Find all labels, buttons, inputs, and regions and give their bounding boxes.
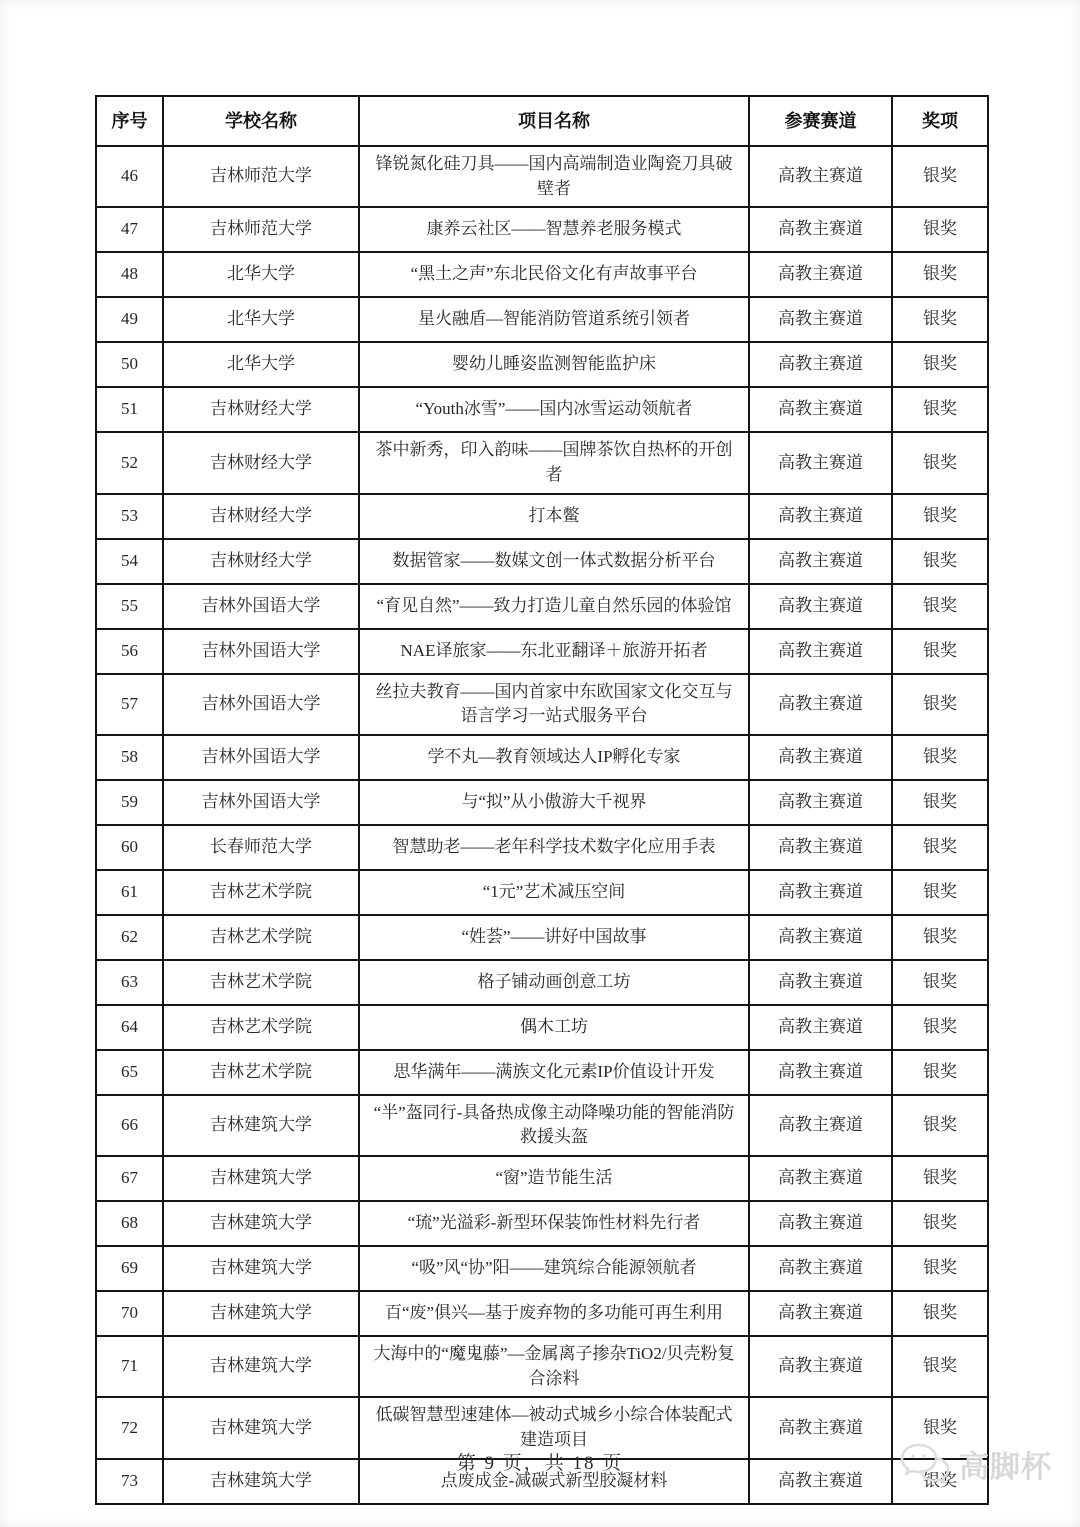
table-row xyxy=(96,1336,988,1397)
table-row xyxy=(96,629,988,674)
row-number: 47 xyxy=(96,207,163,252)
school-name: 吉林建筑大学 xyxy=(163,1095,359,1156)
table-row xyxy=(96,1291,988,1336)
competition-track: 高教主赛道 xyxy=(749,629,892,674)
table-row xyxy=(96,1005,988,1050)
award-badge: 银奖 xyxy=(892,629,988,674)
row-number: 54 xyxy=(96,539,163,584)
table-row xyxy=(96,387,988,432)
table-row xyxy=(96,1246,988,1291)
row-number: 46 xyxy=(96,146,163,207)
school-name: 吉林外国语大学 xyxy=(163,735,359,780)
competition-track: 高教主赛道 xyxy=(749,825,892,870)
competition-track: 高教主赛道 xyxy=(749,432,892,493)
project-name: “琉”光溢彩-新型环保装饰性材料先行者 xyxy=(359,1201,749,1246)
school-name: 吉林艺术学院 xyxy=(163,915,359,960)
table-row xyxy=(96,297,988,342)
header-school-name: 学校名称 xyxy=(163,96,359,146)
row-number: 63 xyxy=(96,960,163,1005)
project-name: 偶木工坊 xyxy=(359,1005,749,1050)
competition-track: 高教主赛道 xyxy=(749,674,892,735)
school-name: 吉林外国语大学 xyxy=(163,629,359,674)
competition-track: 高教主赛道 xyxy=(749,780,892,825)
award-table xyxy=(95,95,989,1505)
row-number: 61 xyxy=(96,870,163,915)
school-name: 吉林外国语大学 xyxy=(163,584,359,629)
award-badge: 银奖 xyxy=(892,674,988,735)
school-name: 吉林建筑大学 xyxy=(163,1246,359,1291)
table-row xyxy=(96,915,988,960)
competition-track: 高教主赛道 xyxy=(749,1336,892,1397)
award-badge: 银奖 xyxy=(892,1397,988,1458)
table-row xyxy=(96,960,988,1005)
competition-track: 高教主赛道 xyxy=(749,252,892,297)
row-number: 49 xyxy=(96,297,163,342)
school-name: 吉林建筑大学 xyxy=(163,1459,359,1504)
project-name: NAE译旅家——东北亚翻译＋旅游开拓者 xyxy=(359,629,749,674)
award-badge: 银奖 xyxy=(892,539,988,584)
school-name: 吉林师范大学 xyxy=(163,207,359,252)
competition-track: 高教主赛道 xyxy=(749,1050,892,1095)
competition-track: 高教主赛道 xyxy=(749,735,892,780)
competition-track: 高教主赛道 xyxy=(749,387,892,432)
table-row xyxy=(96,584,988,629)
award-badge: 银奖 xyxy=(892,1291,988,1336)
competition-track: 高教主赛道 xyxy=(749,539,892,584)
row-number: 65 xyxy=(96,1050,163,1095)
row-number: 72 xyxy=(96,1397,163,1458)
project-name: 思华满年——满族文化元素IP价值设计开发 xyxy=(359,1050,749,1095)
row-number: 62 xyxy=(96,915,163,960)
table-row xyxy=(96,146,988,207)
school-name: 吉林建筑大学 xyxy=(163,1336,359,1397)
school-name: 吉林外国语大学 xyxy=(163,780,359,825)
row-number: 53 xyxy=(96,494,163,539)
school-name: 吉林建筑大学 xyxy=(163,1397,359,1458)
award-badge: 银奖 xyxy=(892,870,988,915)
competition-track: 高教主赛道 xyxy=(749,1291,892,1336)
wechat-watermark-icon xyxy=(899,1442,951,1486)
table-row xyxy=(96,1201,988,1246)
award-badge: 银奖 xyxy=(892,1459,988,1504)
school-name: 吉林外国语大学 xyxy=(163,674,359,735)
row-number: 66 xyxy=(96,1095,163,1156)
project-name: 打本鳖 xyxy=(359,494,749,539)
school-name: 北华大学 xyxy=(163,252,359,297)
competition-track: 高教主赛道 xyxy=(749,960,892,1005)
row-number: 60 xyxy=(96,825,163,870)
project-name: 格子铺动画创意工坊 xyxy=(359,960,749,1005)
table-row xyxy=(96,1095,988,1156)
award-badge: 银奖 xyxy=(892,252,988,297)
competition-track: 高教主赛道 xyxy=(749,1201,892,1246)
school-name: 北华大学 xyxy=(163,342,359,387)
table-row xyxy=(96,207,988,252)
table-row xyxy=(96,494,988,539)
row-number: 50 xyxy=(96,342,163,387)
school-name: 吉林财经大学 xyxy=(163,387,359,432)
award-badge: 银奖 xyxy=(892,960,988,1005)
school-name: 吉林财经大学 xyxy=(163,432,359,493)
project-name: 智慧助老——老年科学技术数字化应用手表 xyxy=(359,825,749,870)
award-badge: 银奖 xyxy=(892,387,988,432)
project-name: 茶中新秀，印入韵味——国牌茶饮自热杯的开创者 xyxy=(359,432,749,493)
school-name: 吉林建筑大学 xyxy=(163,1291,359,1336)
school-name: 吉林艺术学院 xyxy=(163,870,359,915)
page-number-footer: 第 9 页，共 18 页 xyxy=(456,1453,624,1474)
school-name: 长春师范大学 xyxy=(163,825,359,870)
school-name: 吉林艺术学院 xyxy=(163,1005,359,1050)
competition-track: 高教主赛道 xyxy=(749,584,892,629)
project-name: 低碳智慧型速建体—被动式城乡小综合体装配式建造项目 xyxy=(359,1397,749,1458)
table-row xyxy=(96,735,988,780)
project-name: “黑土之声”东北民俗文化有声故事平台 xyxy=(359,252,749,297)
competition-track: 高教主赛道 xyxy=(749,1005,892,1050)
award-badge: 银奖 xyxy=(892,915,988,960)
competition-track: 高教主赛道 xyxy=(749,870,892,915)
row-number: 71 xyxy=(96,1336,163,1397)
school-name: 吉林艺术学院 xyxy=(163,1050,359,1095)
award-badge: 银奖 xyxy=(892,1201,988,1246)
competition-track: 高教主赛道 xyxy=(749,1156,892,1201)
school-name: 北华大学 xyxy=(163,297,359,342)
row-number: 55 xyxy=(96,584,163,629)
row-number: 69 xyxy=(96,1246,163,1291)
row-number: 73 xyxy=(96,1459,163,1504)
award-badge: 银奖 xyxy=(892,1246,988,1291)
header-award: 奖项 xyxy=(892,96,988,146)
project-name: “半”盔同行-具备热成像主动降噪功能的智能消防救援头盔 xyxy=(359,1095,749,1156)
watermark-label: 高脚杯 xyxy=(959,1451,1052,1484)
table-row xyxy=(96,780,988,825)
project-name: “Youth冰雪”——国内冰雪运动领航者 xyxy=(359,387,749,432)
row-number: 48 xyxy=(96,252,163,297)
table-row xyxy=(96,1156,988,1201)
project-name: “窗”造节能生活 xyxy=(359,1156,749,1201)
competition-track: 高教主赛道 xyxy=(749,342,892,387)
watermark xyxy=(899,1442,1052,1486)
row-number: 56 xyxy=(96,629,163,674)
school-name: 吉林建筑大学 xyxy=(163,1156,359,1201)
project-name: 大海中的“魔鬼藤”—金属离子掺杂TiO2/贝壳粉复合涂料 xyxy=(359,1336,749,1397)
row-number: 51 xyxy=(96,387,163,432)
project-name: 星火融盾—智能消防管道系统引领者 xyxy=(359,297,749,342)
table-row xyxy=(96,825,988,870)
row-number: 59 xyxy=(96,780,163,825)
competition-track: 高教主赛道 xyxy=(749,1246,892,1291)
project-name: 与“拟”从小傲游大千视界 xyxy=(359,780,749,825)
competition-track: 高教主赛道 xyxy=(749,1397,892,1458)
table-header-row xyxy=(96,96,988,146)
project-name: 百“废”俱兴—基于废弃物的多功能可再生利用 xyxy=(359,1291,749,1336)
award-badge: 银奖 xyxy=(892,1005,988,1050)
table-row xyxy=(96,870,988,915)
award-badge: 银奖 xyxy=(892,207,988,252)
school-name: 吉林财经大学 xyxy=(163,494,359,539)
competition-track: 高教主赛道 xyxy=(749,1095,892,1156)
row-number: 52 xyxy=(96,432,163,493)
school-name: 吉林建筑大学 xyxy=(163,1201,359,1246)
project-name: 婴幼儿睡姿监测智能监护床 xyxy=(359,342,749,387)
row-number: 64 xyxy=(96,1005,163,1050)
award-badge: 银奖 xyxy=(892,432,988,493)
row-number: 68 xyxy=(96,1201,163,1246)
row-number: 70 xyxy=(96,1291,163,1336)
award-badge: 银奖 xyxy=(892,584,988,629)
table-row xyxy=(96,674,988,735)
table-row xyxy=(96,252,988,297)
project-name: 康养云社区——智慧养老服务模式 xyxy=(359,207,749,252)
award-badge: 银奖 xyxy=(892,1095,988,1156)
header-competition-track: 参赛赛道 xyxy=(749,96,892,146)
table-row xyxy=(96,342,988,387)
table-body xyxy=(96,146,988,1504)
project-name: “吸”风“协”阳——建筑综合能源领航者 xyxy=(359,1246,749,1291)
row-number: 57 xyxy=(96,674,163,735)
award-badge: 银奖 xyxy=(892,825,988,870)
table-row xyxy=(96,539,988,584)
school-name: 吉林艺术学院 xyxy=(163,960,359,1005)
competition-track: 高教主赛道 xyxy=(749,494,892,539)
competition-track: 高教主赛道 xyxy=(749,207,892,252)
school-name: 吉林师范大学 xyxy=(163,146,359,207)
award-badge: 银奖 xyxy=(892,1156,988,1201)
row-number: 58 xyxy=(96,735,163,780)
project-name: 锋锐氮化硅刀具——国内高端制造业陶瓷刀具破壁者 xyxy=(359,146,749,207)
competition-track: 高教主赛道 xyxy=(749,915,892,960)
award-badge: 银奖 xyxy=(892,297,988,342)
header-index: 序号 xyxy=(96,96,163,146)
header-project-name: 项目名称 xyxy=(359,96,749,146)
project-name: “姓荟”——讲好中国故事 xyxy=(359,915,749,960)
award-badge: 银奖 xyxy=(892,1336,988,1397)
competition-track: 高教主赛道 xyxy=(749,297,892,342)
school-name: 吉林财经大学 xyxy=(163,539,359,584)
competition-track: 高教主赛道 xyxy=(749,1459,892,1504)
project-name: “育见自然”——致力打造儿童自然乐园的体验馆 xyxy=(359,584,749,629)
table-row xyxy=(96,432,988,493)
award-badge: 银奖 xyxy=(892,494,988,539)
award-badge: 银奖 xyxy=(892,342,988,387)
project-name: 丝拉夫教育——国内首家中东欧国家文化交互与语言学习一站式服务平台 xyxy=(359,674,749,735)
project-name: 数据管家——数媒文创一体式数据分析平台 xyxy=(359,539,749,584)
table-row xyxy=(96,1050,988,1095)
project-name: 点废成金-减碳式新型胶凝材料 xyxy=(359,1459,749,1504)
award-badge: 银奖 xyxy=(892,735,988,780)
competition-track: 高教主赛道 xyxy=(749,146,892,207)
award-badge: 银奖 xyxy=(892,780,988,825)
project-name: “1元”艺术减压空间 xyxy=(359,870,749,915)
row-number: 67 xyxy=(96,1156,163,1201)
project-name: 学不丸—教育领域达人IP孵化专家 xyxy=(359,735,749,780)
award-badge: 银奖 xyxy=(892,146,988,207)
award-badge: 银奖 xyxy=(892,1050,988,1095)
